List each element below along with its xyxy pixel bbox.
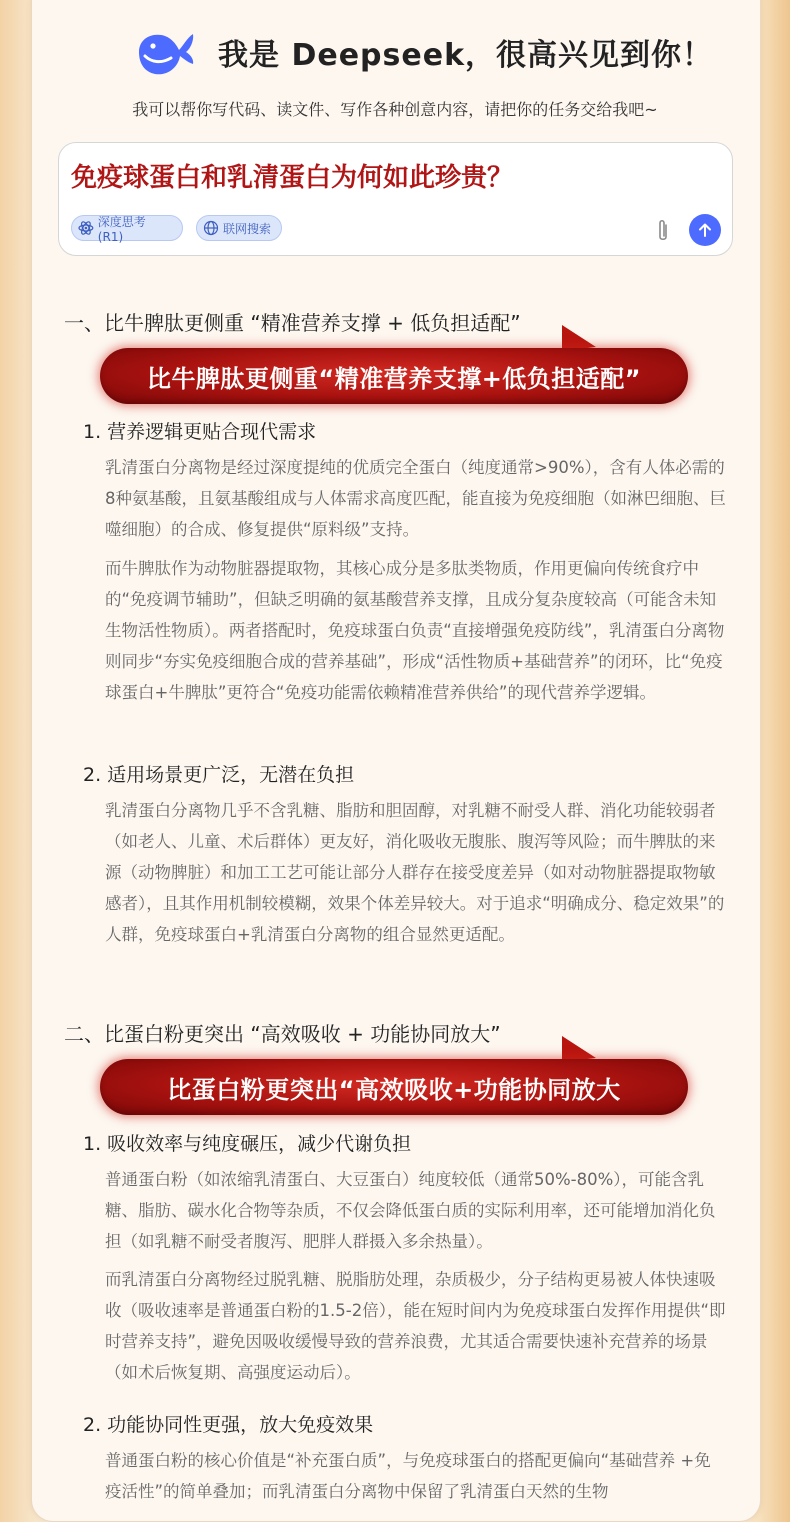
paragraph: 乳清蛋白分离物几乎不含乳糖、脂肪和胆固醇，对乳糖不耐受人群、消化功能较弱者（如老人、儿童、术后群体）更友好，消化吸收无腹胀、腹泻等风险；而牛脾肽的来源（动物脾脏）和加工工艺可能让部分人群存在接受度差异（如对动物脏器提取物敏感者），且其作用机制较模糊，效果个体差异较大。对于追求“明确成分、稳定效果”的人群，免疫球蛋白+乳清蛋白分离物的组合显然更适配。: [105, 801, 725, 944]
greeting-title: 我是 Deepseek，很高兴见到你！: [218, 38, 714, 73]
question-text[interactable]: 免疫球蛋白和乳清蛋白为何如此珍贵？: [71, 163, 514, 193]
atom-icon: [78, 220, 94, 236]
section-heading: 一、比牛脾肽更侧重 “精准营养支撑 + 低负担适配”: [64, 311, 521, 335]
globe-icon: [203, 220, 219, 236]
item-title: 2. 适用场景更广泛，无潜在负担: [83, 764, 355, 786]
item-title: 1. 吸收效率与纯度碾压，减少代谢负担: [83, 1133, 412, 1155]
web-search-toggle[interactable]: [196, 215, 282, 241]
paragraph: 乳清蛋白分离物是经过深度提纯的优质完全蛋白（纯度通常>90%），含有人体必需的8种氨基酸，且氨基酸组成与人体需求高度匹配，能直接为免疫细胞（如淋巴细胞、巨噬细胞）的合成、修复提供“原料级”支持。: [105, 458, 726, 539]
paragraph: 而乳清蛋白分离物经过脱乳糖、脱脂肪处理，杂质极少，分子结构更易被人体快速吸收（吸收速率是普通蛋白粉的1.5-2倍），能在短时间内为免疫球蛋白发挥作用提供“即时营养支持”，避免因吸收缓慢导致的营养浪费，尤其适合需要快速补充营养的场景（如术后恢复期、高强度运动后）。: [105, 1270, 726, 1382]
paperclip-icon[interactable]: [654, 218, 672, 244]
item-title: 1. 营养逻辑更贴合现代需求: [83, 421, 317, 443]
send-button[interactable]: [689, 214, 721, 246]
greeting-subtitle: 我可以帮你写代码、读文件、写作各种创意内容，请把你的任务交给我吧~: [132, 100, 658, 119]
deepseek-whale-logo: [131, 28, 197, 78]
section-heading: 二、比蛋白粉更突出 “高效吸收 + 功能协同放大”: [64, 1022, 501, 1046]
section-banner: 比蛋白粉更突出“高效吸收+功能协同放大: [100, 1059, 688, 1115]
paragraph: 普通蛋白粉的核心价值是“补充蛋白质”，与免疫球蛋白的搭配更偏向“基础营养 +免疫活性”的简单叠加；而乳清蛋白分离物中保留了乳清蛋白天然的生物: [105, 1451, 711, 1501]
deep-think-label: 深度思考 (R1): [97, 214, 146, 244]
deep-think-toggle[interactable]: [71, 214, 183, 244]
chat-input-box[interactable]: [58, 142, 733, 256]
item-title: 2. 功能协同性更强，放大免疫效果: [83, 1414, 374, 1436]
section-banner: 比牛脾肽更侧重“精准营养支撑+低负担适配”: [100, 348, 688, 404]
paragraph: 而牛脾肽作为动物脏器提取物，其核心成分是多肽类物质，作用更偏向传统食疗中的“免疫调节辅助”，但缺乏明确的氨基酸营养支撑，且成分复杂度较高（可能含未知生物活性物质）。两者搭配时，免疫球蛋白负责“直接增强免疫防线”，乳清蛋白分离物则同步“夯实免疫细胞合成的营养基础”，形成“活性物质+基础营养”的闭环，比“免疫球蛋白+牛脾肽”更符合“免疫功能需依赖精准营养供给”的现代营养学逻辑。: [105, 559, 725, 702]
arrow-up-icon: [697, 222, 713, 238]
web-search-label: 联网搜索: [223, 221, 272, 236]
paragraph: 普通蛋白粉（如浓缩乳清蛋白、大豆蛋白）纯度较低（通常50%-80%），可能含乳糖、脂肪、碳水化合物等杂质，不仅会降低蛋白质的实际利用率，还可能增加消化负担（如乳糖不耐受者腹泻、肥胖人群摄入多余热量）。: [105, 1170, 716, 1251]
